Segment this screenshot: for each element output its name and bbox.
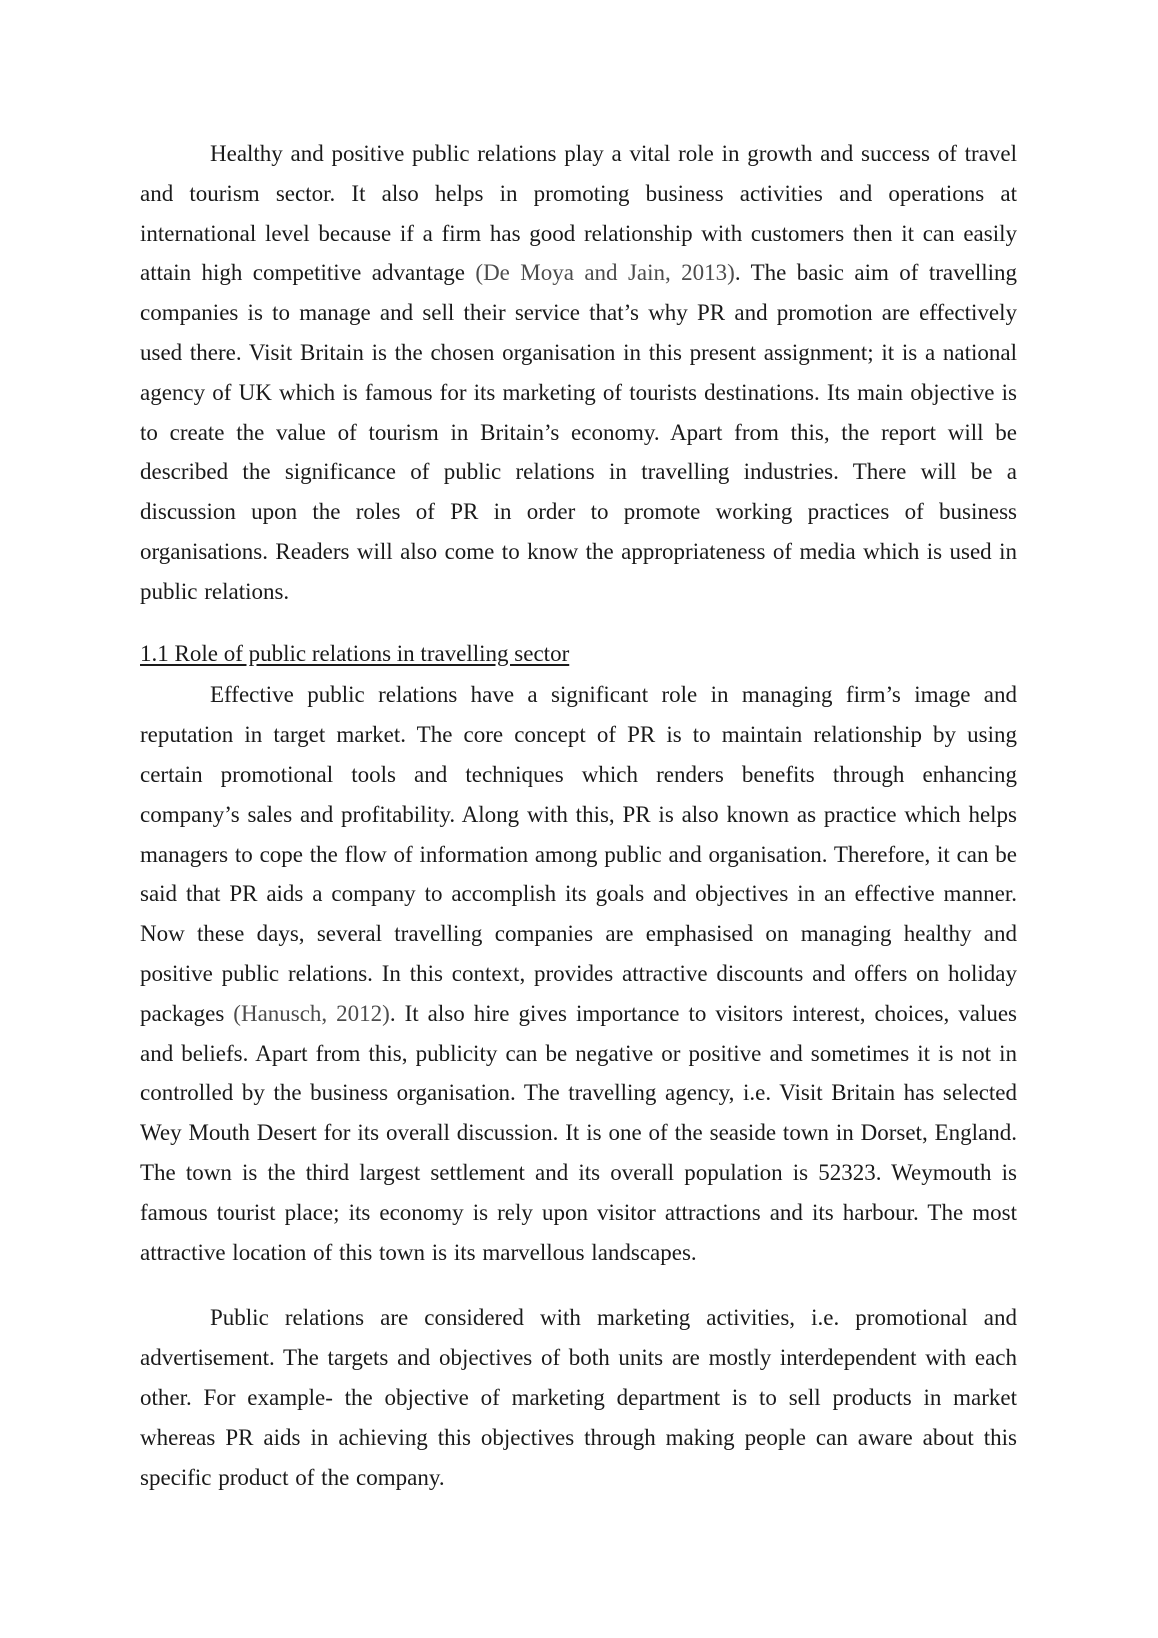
citation-hanusch-2012: (Hanusch, 2012) (233, 1000, 390, 1026)
text-run: Healthy and positive public relations play a vital role in growth and success of travel and tourism sector. It also helps in promoting business activities and operations at international level because if a firm has good relationship with customers then it can easily attain high competitive advantage (140, 141, 1017, 286)
paragraph-pr-and-marketing: Public relations are considered with marketing activities, i.e. promotional and advertisement. The targets and objectives of both units are mostly interdependent with each other. For example- the objective of marketing department is to sell products in market whereas PR aids in achieving this objectives through making people can aware about this specific product of the company. (140, 1305, 1017, 1490)
text-run: . The basic aim of travelling companies is to manage and sell their service that’s why PR and promotion are effectively used there. Visit Britain is the chosen organisation in this present assignment; it is a national agency of UK which is famous for its marketing of tourists destinations. Its main objective is to create the value of tourism in Britain’s economy. Apart from this, the report will be described the significance of public relations in travelling industries. There will be a discussion upon the roles of PR in order to promote working practices of business organisations. Readers will also come to know the appropriateness of media which is used in public relations. (140, 260, 1018, 604)
citation-de-moya-jain-2013: (De Moya and Jain, 2013) (475, 260, 735, 286)
paragraph-introduction (140, 134, 1017, 612)
section-heading-1-1-role-of-public-relations: 1.1 Role of public relations in travelling sector (140, 640, 570, 666)
text-run: Effective public relations have a significant role in managing firm’s image and reputation in target market. The core concept of PR is to maintain relationship by using certain promotional tools and techniques which renders benefits through enhancing company’s sales and profitability. Along with this, PR is also known as practice which helps managers to cope the flow of information among public and organisation. Therefore, it can be said that PR aids a company to accomplish its goals and objectives in an effective manner. Now these days, several travelling companies are emphasised on managing healthy and positive public relations. In this context, provides attractive discounts and offers on holiday packages (140, 682, 1017, 1026)
paragraph-role-of-pr (140, 675, 1017, 1272)
text-run: . It also hire gives importance to visitors interest, choices, values and beliefs. Apart from this, publicity can be negative or positive and sometimes it is not in controlled by the business organisation. The travelling agency, i.e. Visit Britain has selected Wey Mouth Desert for its overall discussion. It is one of the seaside town in Dorset, England. The town is the third largest settlement and its overall population is 52323. Weymouth is famous tourist place; its economy is rely upon visitor attractions and its harbour. The most attractive location of this town is its marvellous landscapes. (140, 1000, 1017, 1265)
